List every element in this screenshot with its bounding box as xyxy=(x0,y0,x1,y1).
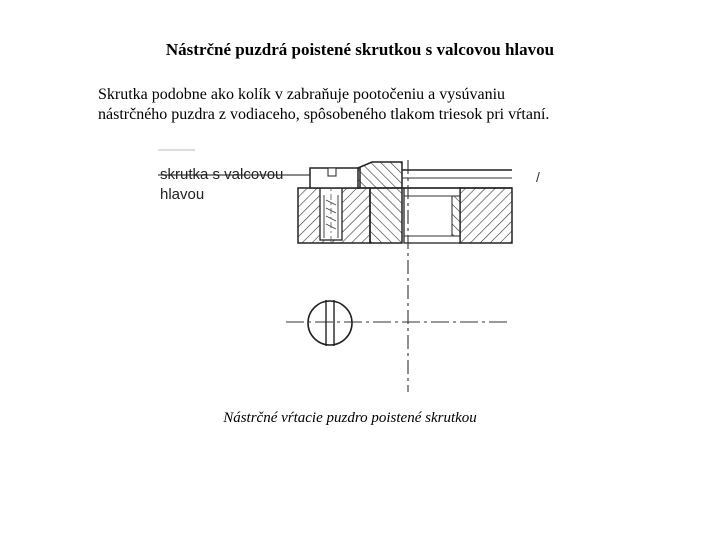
screw-label-line2: hlavou xyxy=(160,186,205,203)
figure-caption: Nástrčné vŕtacie puzdro poistené skrutkou xyxy=(223,410,477,426)
guide-body-right xyxy=(460,188,512,243)
bushing-wall-right xyxy=(452,196,460,236)
page-title: Nástrčné puzdrá poistené skrutkou s valcovou hlavou xyxy=(165,40,555,59)
screw-top-view xyxy=(308,301,352,345)
screw-label-line1: skrutka s valcovou xyxy=(160,166,284,183)
bushing-flange xyxy=(358,162,402,188)
svg-text:/: / xyxy=(536,169,540,185)
paragraph-line-2: nástrčného puzdra z vodiaceho, spôsobeného tlakom triesok pri vŕtaní. xyxy=(98,106,550,123)
description-paragraph xyxy=(98,85,658,125)
bushing-wall xyxy=(370,188,402,243)
paragraph-line-1: Skrutka podobne ako kolík v zabraňuje pootočeniu a vysúvaniu xyxy=(98,86,506,103)
